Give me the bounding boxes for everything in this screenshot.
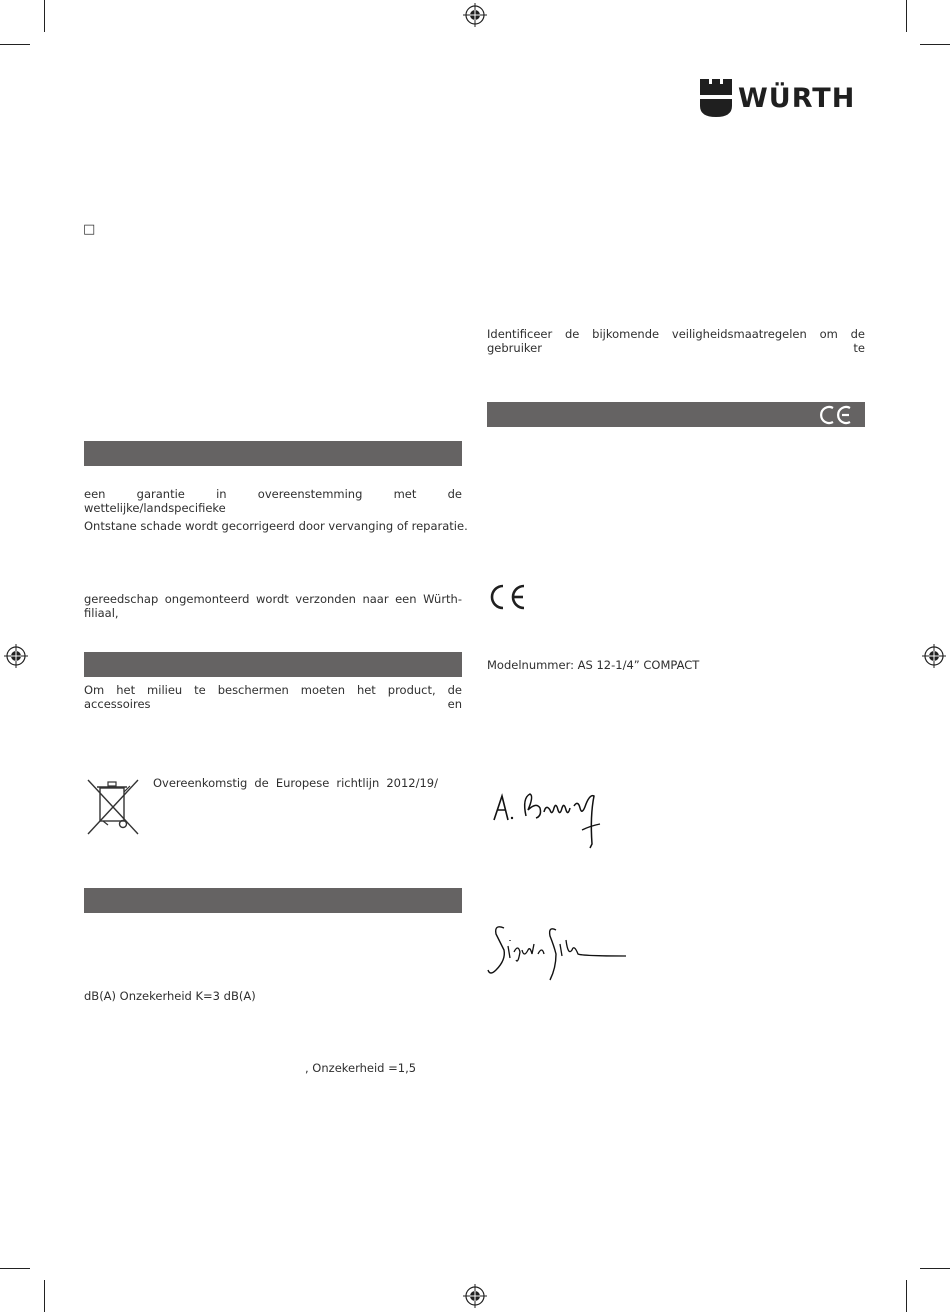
crossed-out-wheelie-bin-icon bbox=[86, 776, 140, 836]
crop-mark-top-right-h bbox=[920, 44, 950, 45]
noise-uncertainty-text: dB(A) Onzekerheid K=3 dB(A) bbox=[84, 989, 256, 1003]
crop-mark-top-left-h bbox=[0, 44, 30, 45]
signature-1 bbox=[490, 786, 610, 850]
crop-mark-bottom-right-v bbox=[906, 1280, 907, 1312]
section-header-bar-warranty bbox=[84, 441, 462, 466]
ce-conformity-icon bbox=[818, 404, 854, 426]
signature-2 bbox=[486, 920, 632, 984]
warranty-text-line-1: een garantie in overeenstemming met de wettelijke/landspecifieke bbox=[84, 487, 462, 515]
section-header-bar-environment bbox=[84, 652, 462, 677]
section-header-bar-declaration bbox=[487, 402, 865, 427]
registration-crosshair-icon bbox=[922, 644, 946, 668]
section-header-bar-technical bbox=[84, 888, 462, 913]
warranty-text-line-3: gereedschap ongemonteerd wordt verzonden naar een Würth-filiaal, bbox=[84, 592, 462, 620]
warranty-text-line-2: Ontstane schade wordt gecorrigeerd door vervanging of reparatie. bbox=[84, 519, 468, 533]
crop-mark-bottom-right-h bbox=[920, 1268, 950, 1269]
checkbox-symbol: □ bbox=[83, 222, 96, 237]
crop-mark-bottom-left-h bbox=[0, 1268, 30, 1269]
ce-conformity-icon bbox=[487, 582, 527, 612]
crop-mark-top-right-v bbox=[906, 0, 907, 32]
registration-crosshair-icon bbox=[463, 1284, 487, 1308]
crop-mark-top-left-v bbox=[44, 0, 45, 32]
brand-name: WÜRTH bbox=[738, 82, 856, 114]
environment-text-line: Om het milieu te beschermen moeten het product, de accessoires en bbox=[84, 683, 462, 711]
model-number-text: Modelnummer: AS 12-1/4” COMPACT bbox=[487, 658, 700, 672]
wurth-emblem-icon bbox=[700, 79, 732, 117]
weee-directive-text: Overeenkomstig de Europese richtlijn 2012/19/ bbox=[153, 776, 438, 790]
registration-crosshair-icon bbox=[463, 3, 487, 27]
vibration-uncertainty-text: , Onzekerheid =1,5 bbox=[305, 1061, 417, 1075]
registration-crosshair-icon bbox=[4, 644, 28, 668]
brand-logo bbox=[700, 79, 855, 117]
crop-mark-bottom-left-v bbox=[44, 1280, 45, 1312]
safety-measures-text: Identificeer de bijkomende veiligheidsmaatregelen om de gebruiker te bbox=[487, 327, 865, 355]
